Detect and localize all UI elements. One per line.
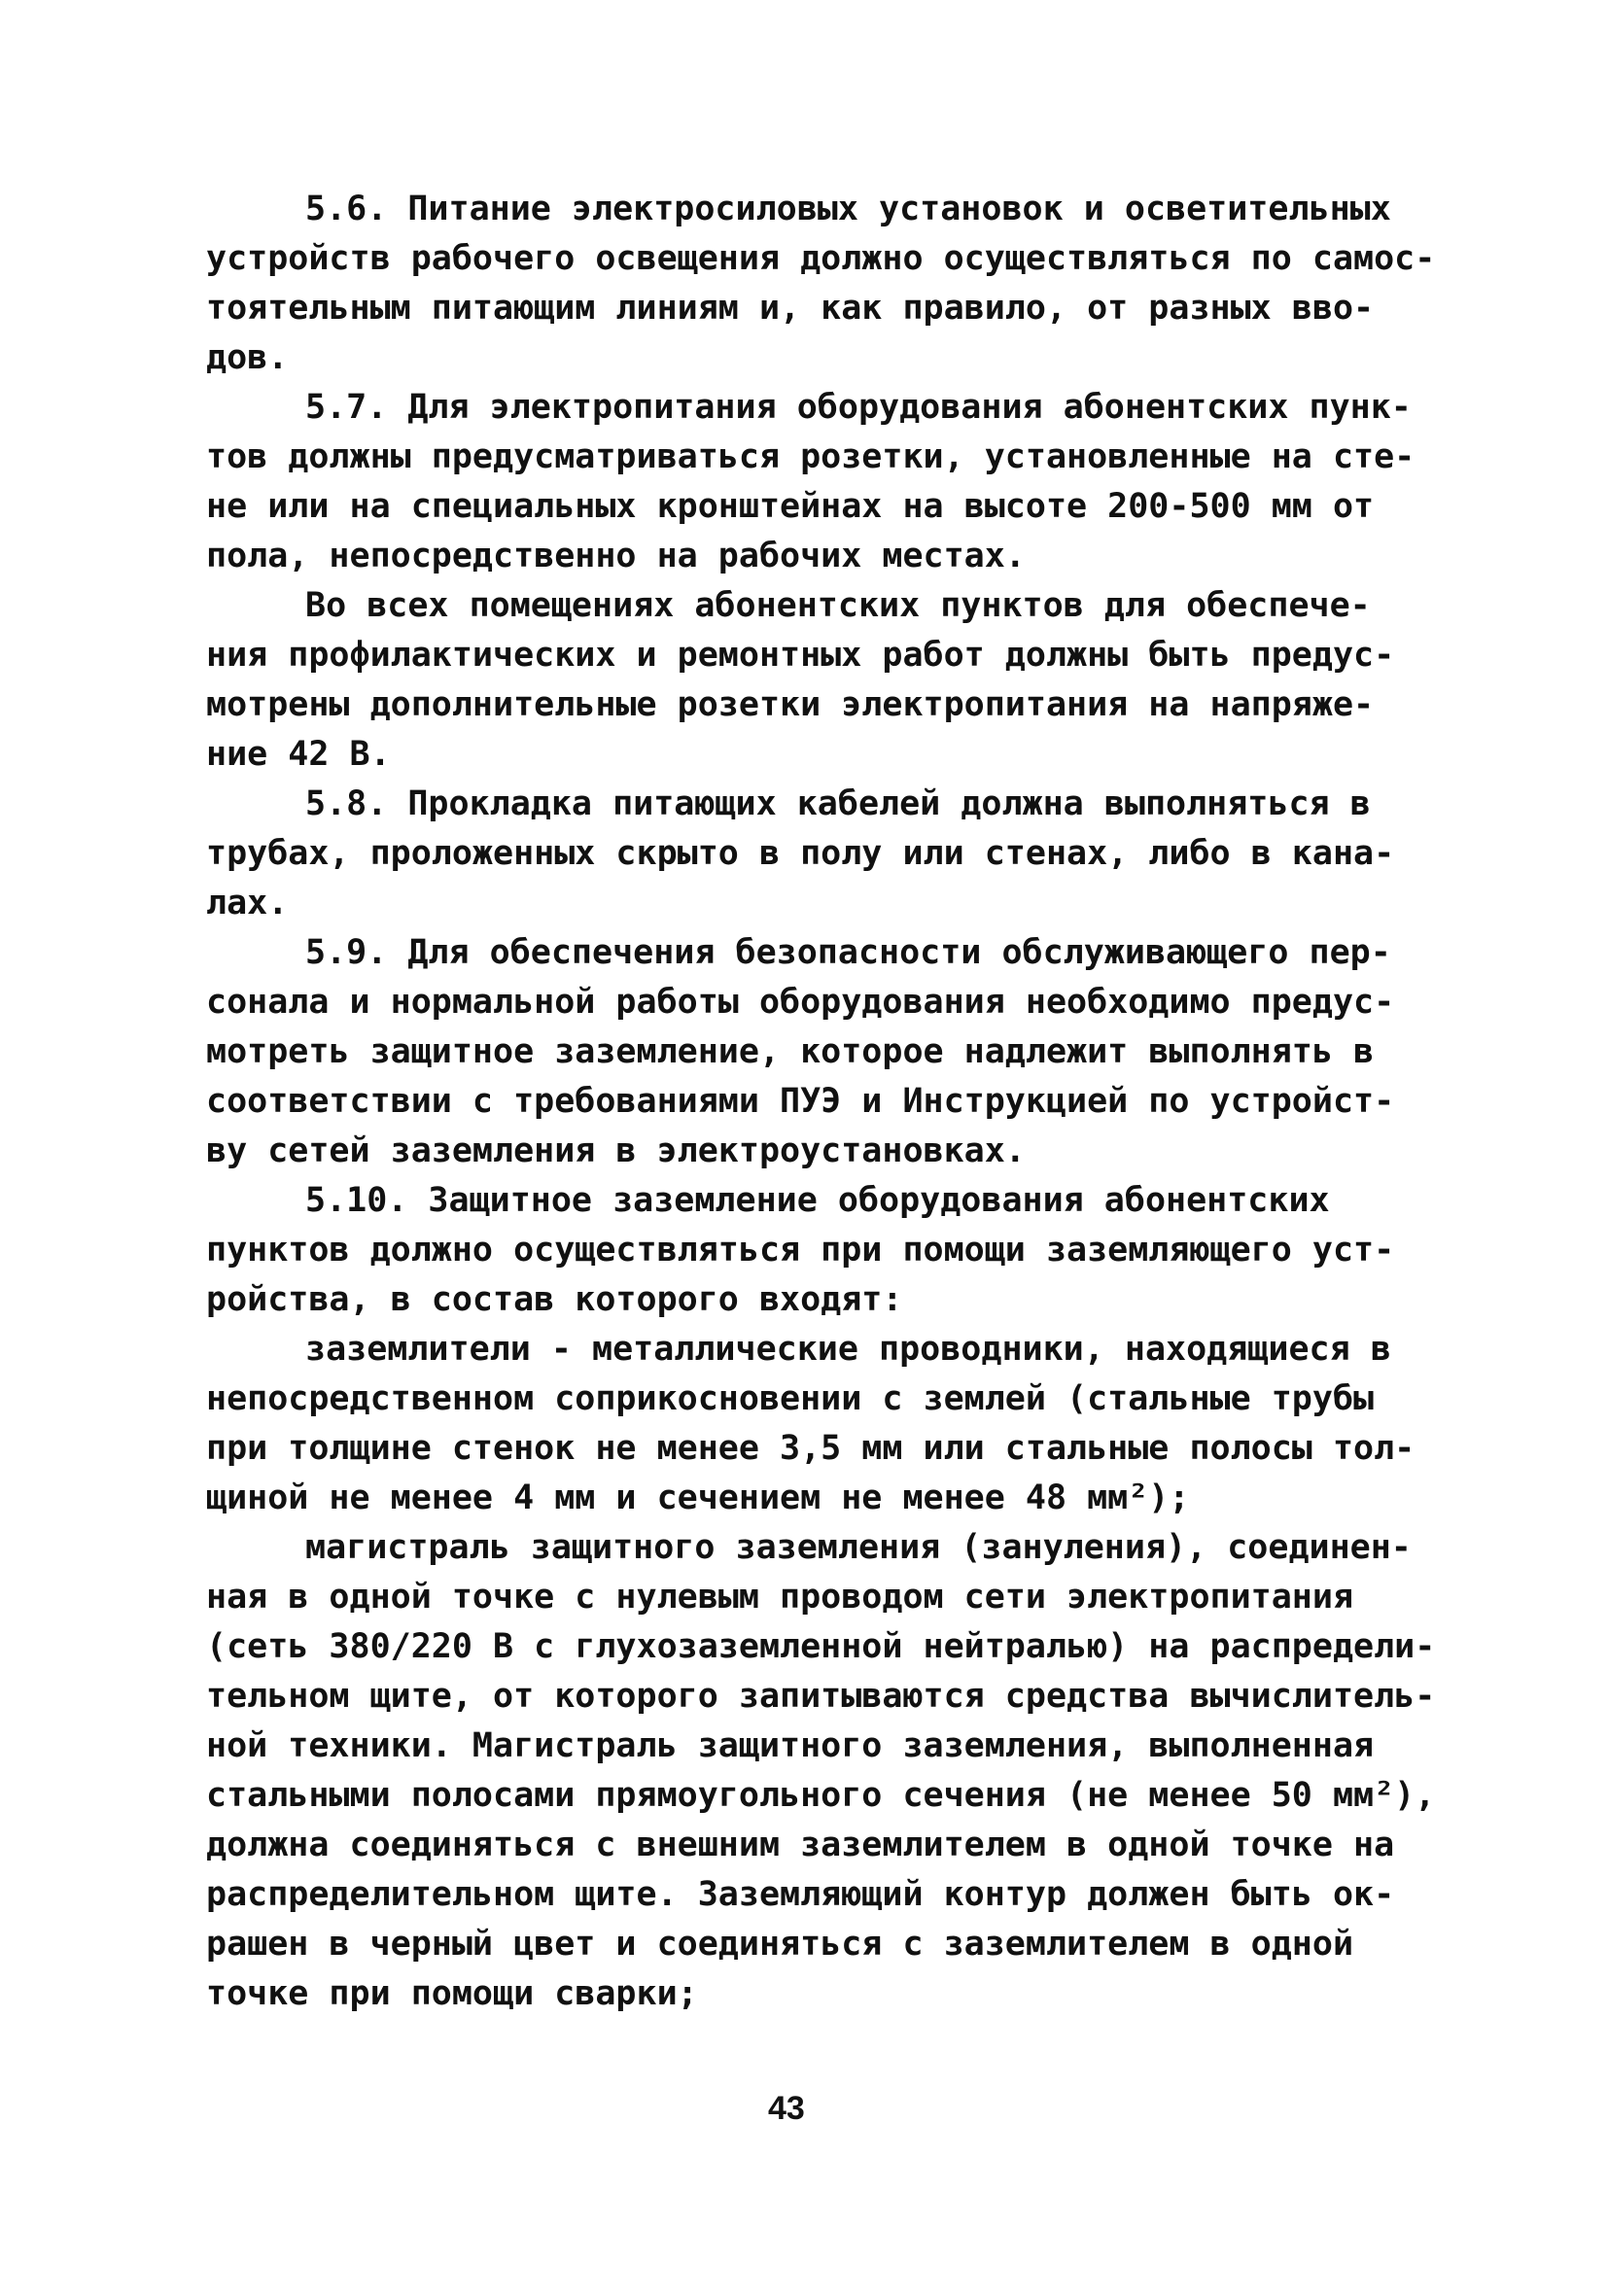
text-line: мотреть защитное заземление, которое надлежит выполнять в <box>206 1032 1375 1071</box>
text-line: ву сетей заземления в электроустановках. <box>206 1131 1026 1170</box>
text-line: 5.10. Защитное заземление оборудования абонентских <box>305 1181 1330 1220</box>
text-line: тоятельным питающим линиям и, как правило, от разных вво- <box>206 289 1375 328</box>
text-line: ройства, в состав которого входят: <box>206 1280 903 1319</box>
text-line: рашен в черный цвет и соединяться с заземлителем в одной <box>206 1925 1354 1964</box>
text-line: непосредственном соприкосновении с землей (стальные трубы <box>206 1379 1375 1418</box>
text-line: 5.6. Питание электросиловых установок и осветительных <box>305 190 1391 228</box>
text-line: тов должны предусматриваться розетки, установленные на сте- <box>206 437 1416 476</box>
page-number: 43 <box>768 2090 805 2127</box>
text-line: лах. <box>206 884 289 922</box>
text-line: щиной не менее 4 мм и сечением не менее 48 мм²); <box>206 1478 1190 1517</box>
text-line: должна соединяться с внешним заземлителем в одной точке на <box>206 1826 1395 1864</box>
text-line: распределительном щите. Заземляющий контур должен быть ок- <box>206 1875 1395 1914</box>
text-line: (сеть 380/220 В с глухозаземленной нейтралью) на распредели- <box>206 1627 1436 1666</box>
text-line: сонала и нормальной работы оборудования необходимо предус- <box>206 983 1395 1022</box>
text-line: дов. <box>206 338 289 377</box>
text-line: трубах, проложенных скрыто в полу или стенах, либо в кана- <box>206 834 1395 873</box>
text-line: 5.8. Прокладка питающих кабелей должна выполняться в <box>305 784 1371 823</box>
text-line: ния профилактических и ремонтных работ должны быть предус- <box>206 636 1395 675</box>
text-line: при толщине стенок не менее 3,5 мм или стальные полосы тол- <box>206 1429 1416 1468</box>
text-line: пола, непосредственно на рабочих местах. <box>206 537 1026 575</box>
text-line: ной техники. Магистраль защитного заземления, выполненная <box>206 1726 1375 1765</box>
text-line: тельном щите, от которого запитываются средства вычислитель- <box>206 1677 1436 1716</box>
text-line: мотрены дополнительные розетки электропитания на напряже- <box>206 685 1375 724</box>
text-line: точке при помощи сварки; <box>206 1974 698 2013</box>
text-line: не или на специальных кронштейнах на высоте 200-500 мм от <box>206 487 1375 526</box>
text-line: соответствии с требованиями ПУЭ и Инструкцией по устройст- <box>206 1082 1395 1121</box>
text-line: заземлители - металлические проводники, находящиеся в <box>305 1330 1391 1369</box>
text-line: 5.9. Для обеспечения безопасности обслуживающего пер- <box>305 933 1391 972</box>
text-line: устройств рабочего освещения должно осуществляться по самос- <box>206 239 1436 278</box>
text-line: стальными полосами прямоугольного сечения (не менее 50 мм²), <box>206 1776 1436 1815</box>
text-line: ная в одной точке с нулевым проводом сети электропитания <box>206 1578 1354 1617</box>
text-line: пунктов должно осуществляться при помощи заземляющего уст- <box>206 1231 1395 1270</box>
text-line: Во всех помещениях абонентских пунктов для обеспече- <box>305 586 1371 625</box>
text-line: ние 42 В. <box>206 735 391 774</box>
text-line: 5.7. Для электропитания оборудования абонентских пунк- <box>305 388 1412 427</box>
text-line: магистраль защитного заземления (зануления), соединен- <box>305 1528 1412 1567</box>
